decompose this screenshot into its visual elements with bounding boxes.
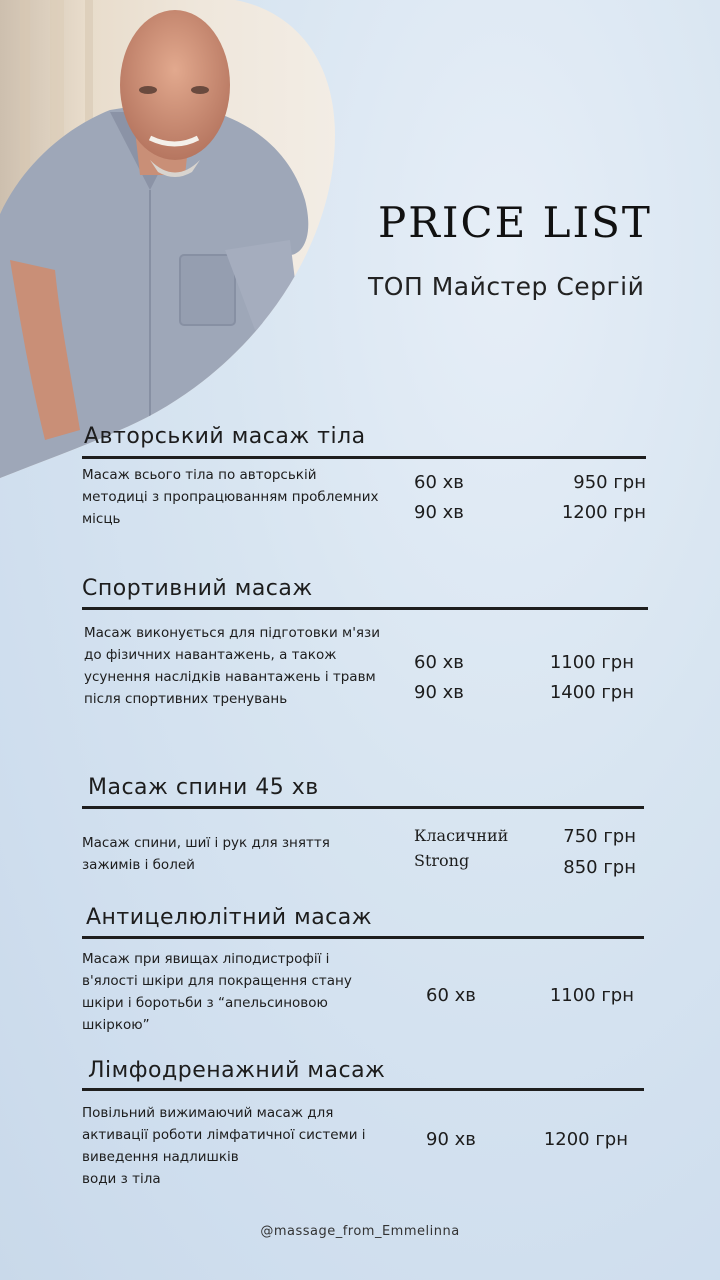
duration-option: 60 хв: [414, 472, 464, 493]
section-title-author-massage: Авторський масаж тіла: [84, 424, 366, 449]
description-line: Масаж спини, шиї і рук для зняття: [82, 835, 330, 851]
description-line: місць: [82, 511, 121, 527]
description-line: усунення наслідків навантажень і травм: [84, 669, 376, 685]
section-description: [82, 832, 402, 876]
description-line: Масаж виконується для підготовки м'язи: [84, 625, 380, 641]
section-title-lymphatic-massage: Лімфодренажний масаж: [88, 1058, 386, 1083]
section-title-anticellulite-massage: Антицелюлітний масаж: [86, 905, 373, 930]
page-subtitle: ТОП Майстер Сергій: [368, 272, 645, 301]
section-title-sport-massage: Спортивний масаж: [82, 576, 313, 601]
price-value: 1400 грн: [549, 682, 634, 703]
section-description: [82, 1102, 402, 1190]
description-line: в'ялості шкіри для покращення стану: [82, 973, 352, 989]
section-divider: [82, 607, 648, 610]
price-value: 850 грн: [563, 857, 636, 878]
section-description: [84, 622, 414, 710]
description-line: Масаж всього тіла по авторській: [82, 467, 317, 483]
description-line: води з тіла: [82, 1171, 161, 1187]
duration-option: 90 хв: [414, 502, 464, 523]
price-value: 1100 грн: [549, 985, 634, 1006]
duration-option: 90 хв: [426, 1129, 476, 1150]
style-option: Класичний: [414, 826, 509, 845]
section-description: [82, 948, 402, 1036]
price-value: 1100 грн: [549, 652, 634, 673]
duration-option: 90 хв: [414, 682, 464, 703]
instagram-handle: @massage_from_Emmelinna: [260, 1224, 460, 1239]
description-line: Повільний вижимаючий масаж для: [82, 1105, 334, 1121]
section-divider: [82, 936, 644, 939]
description-line: виведення надлишків: [82, 1149, 239, 1165]
duration-option: 60 хв: [426, 985, 476, 1006]
description-line: зажимів і болей: [82, 857, 195, 873]
price-value: 950 грн: [573, 472, 646, 493]
description-line: методиці з пропрацюванням проблемних: [82, 489, 379, 505]
style-option: Strong: [414, 851, 470, 870]
description-line: Масаж при явищах ліподистрофії і: [82, 951, 330, 967]
description-line: до фізичних навантажень, а також: [84, 647, 337, 663]
price-value: 750 грн: [563, 826, 636, 847]
description-line: активації роботи лімфатичної системи і: [82, 1127, 366, 1143]
section-divider: [82, 806, 644, 809]
price-value: 1200 грн: [543, 1129, 628, 1150]
section-divider: [82, 1088, 644, 1091]
description-line: після спортивних тренувань: [84, 691, 288, 707]
price-value: 1200 грн: [561, 502, 646, 523]
description-line: шкіркою”: [82, 1017, 150, 1033]
section-title-back-massage: Масаж спини 45 хв: [88, 775, 319, 800]
section-description: [82, 464, 412, 530]
description-line: шкіри і боротьби з “апельсиновою: [82, 995, 328, 1011]
duration-option: 60 хв: [414, 652, 464, 673]
page-title: PRICE LIST: [378, 198, 652, 247]
section-divider: [82, 456, 646, 459]
